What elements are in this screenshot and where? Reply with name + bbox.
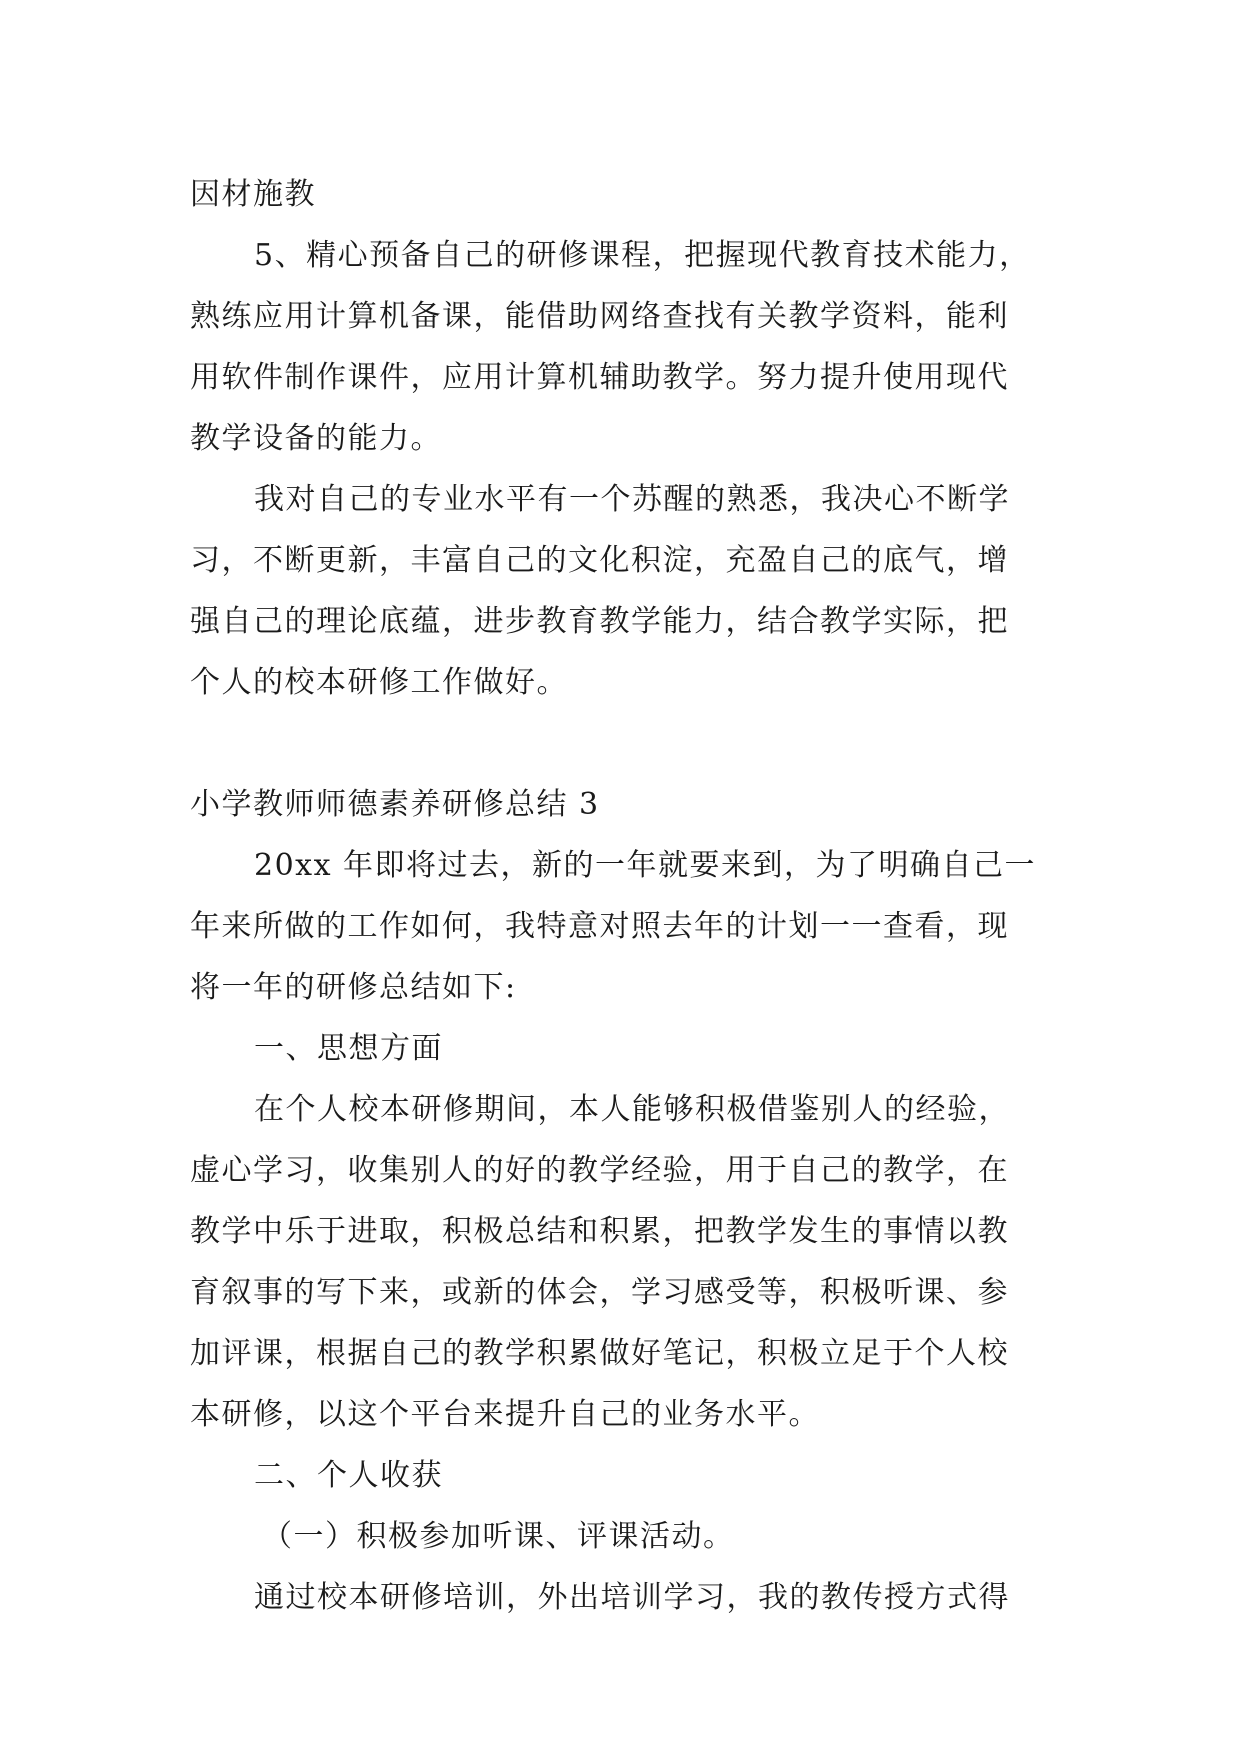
subheading: 一、思想方面: [254, 1031, 443, 1066]
document-body: [190, 164, 1070, 1628]
text-line: 强自己的理论底蕴，进步教育教学能力，结合教学实际，把: [190, 604, 1009, 639]
subheading: 二、个人收获: [254, 1458, 443, 1493]
text-line: 个人的校本研修工作做好。: [190, 665, 568, 700]
section-title: 小学教师师德素养研修总结 3: [190, 787, 600, 822]
paragraph-line: 5、精心预备自己的研修课程，把握现代教育技术能力，: [254, 238, 1031, 273]
text-line: 育叙事的写下来，或新的体会，学习感受等，积极听课、参: [190, 1275, 1009, 1310]
text-line: 虚心学习，收集别人的好的教学经验，用于自己的教学，在: [190, 1153, 1009, 1188]
text-line: 教学中乐于进取，积极总结和积累，把教学发生的事情以教: [190, 1214, 1009, 1249]
text-line: 将一年的研修总结如下:: [190, 970, 517, 1005]
section-gap: [190, 713, 1070, 774]
text-line: 习，不断更新，丰富自己的文化积淀，充盈自己的底气，增: [190, 543, 1009, 578]
subheading: （一）积极参加听课、评课活动。: [262, 1519, 735, 1554]
paragraph-line: 我对自己的专业水平有一个苏醒的熟悉，我决心不断学: [254, 482, 1010, 517]
text-line: 本研修，以这个平台来提升自己的业务水平。: [190, 1397, 820, 1432]
text-line: 加评课，根据自己的教学积累做好笔记，积极立足于个人校: [190, 1336, 1009, 1371]
text-line: 因材施教: [190, 177, 316, 212]
text-line: 熟练应用计算机备课，能借助网络查找有关教学资料，能利: [190, 299, 1009, 334]
paragraph-line: 通过校本研修培训，外出培训学习，我的教传授方式得: [254, 1580, 1010, 1615]
text-line: 年来所做的工作如何，我特意对照去年的计划一一查看，现: [190, 909, 1009, 944]
paragraph-line: 20xx 年即将过去，新的一年就要来到，为了明确自己一: [254, 848, 1037, 883]
text-line: 用软件制作课件，应用计算机辅助教学。努力提升使用现代: [190, 360, 1009, 395]
paragraph-line: 在个人校本研修期间，本人能够积极借鉴别人的经验，: [254, 1092, 1010, 1127]
text-line: 教学设备的能力。: [190, 421, 442, 456]
